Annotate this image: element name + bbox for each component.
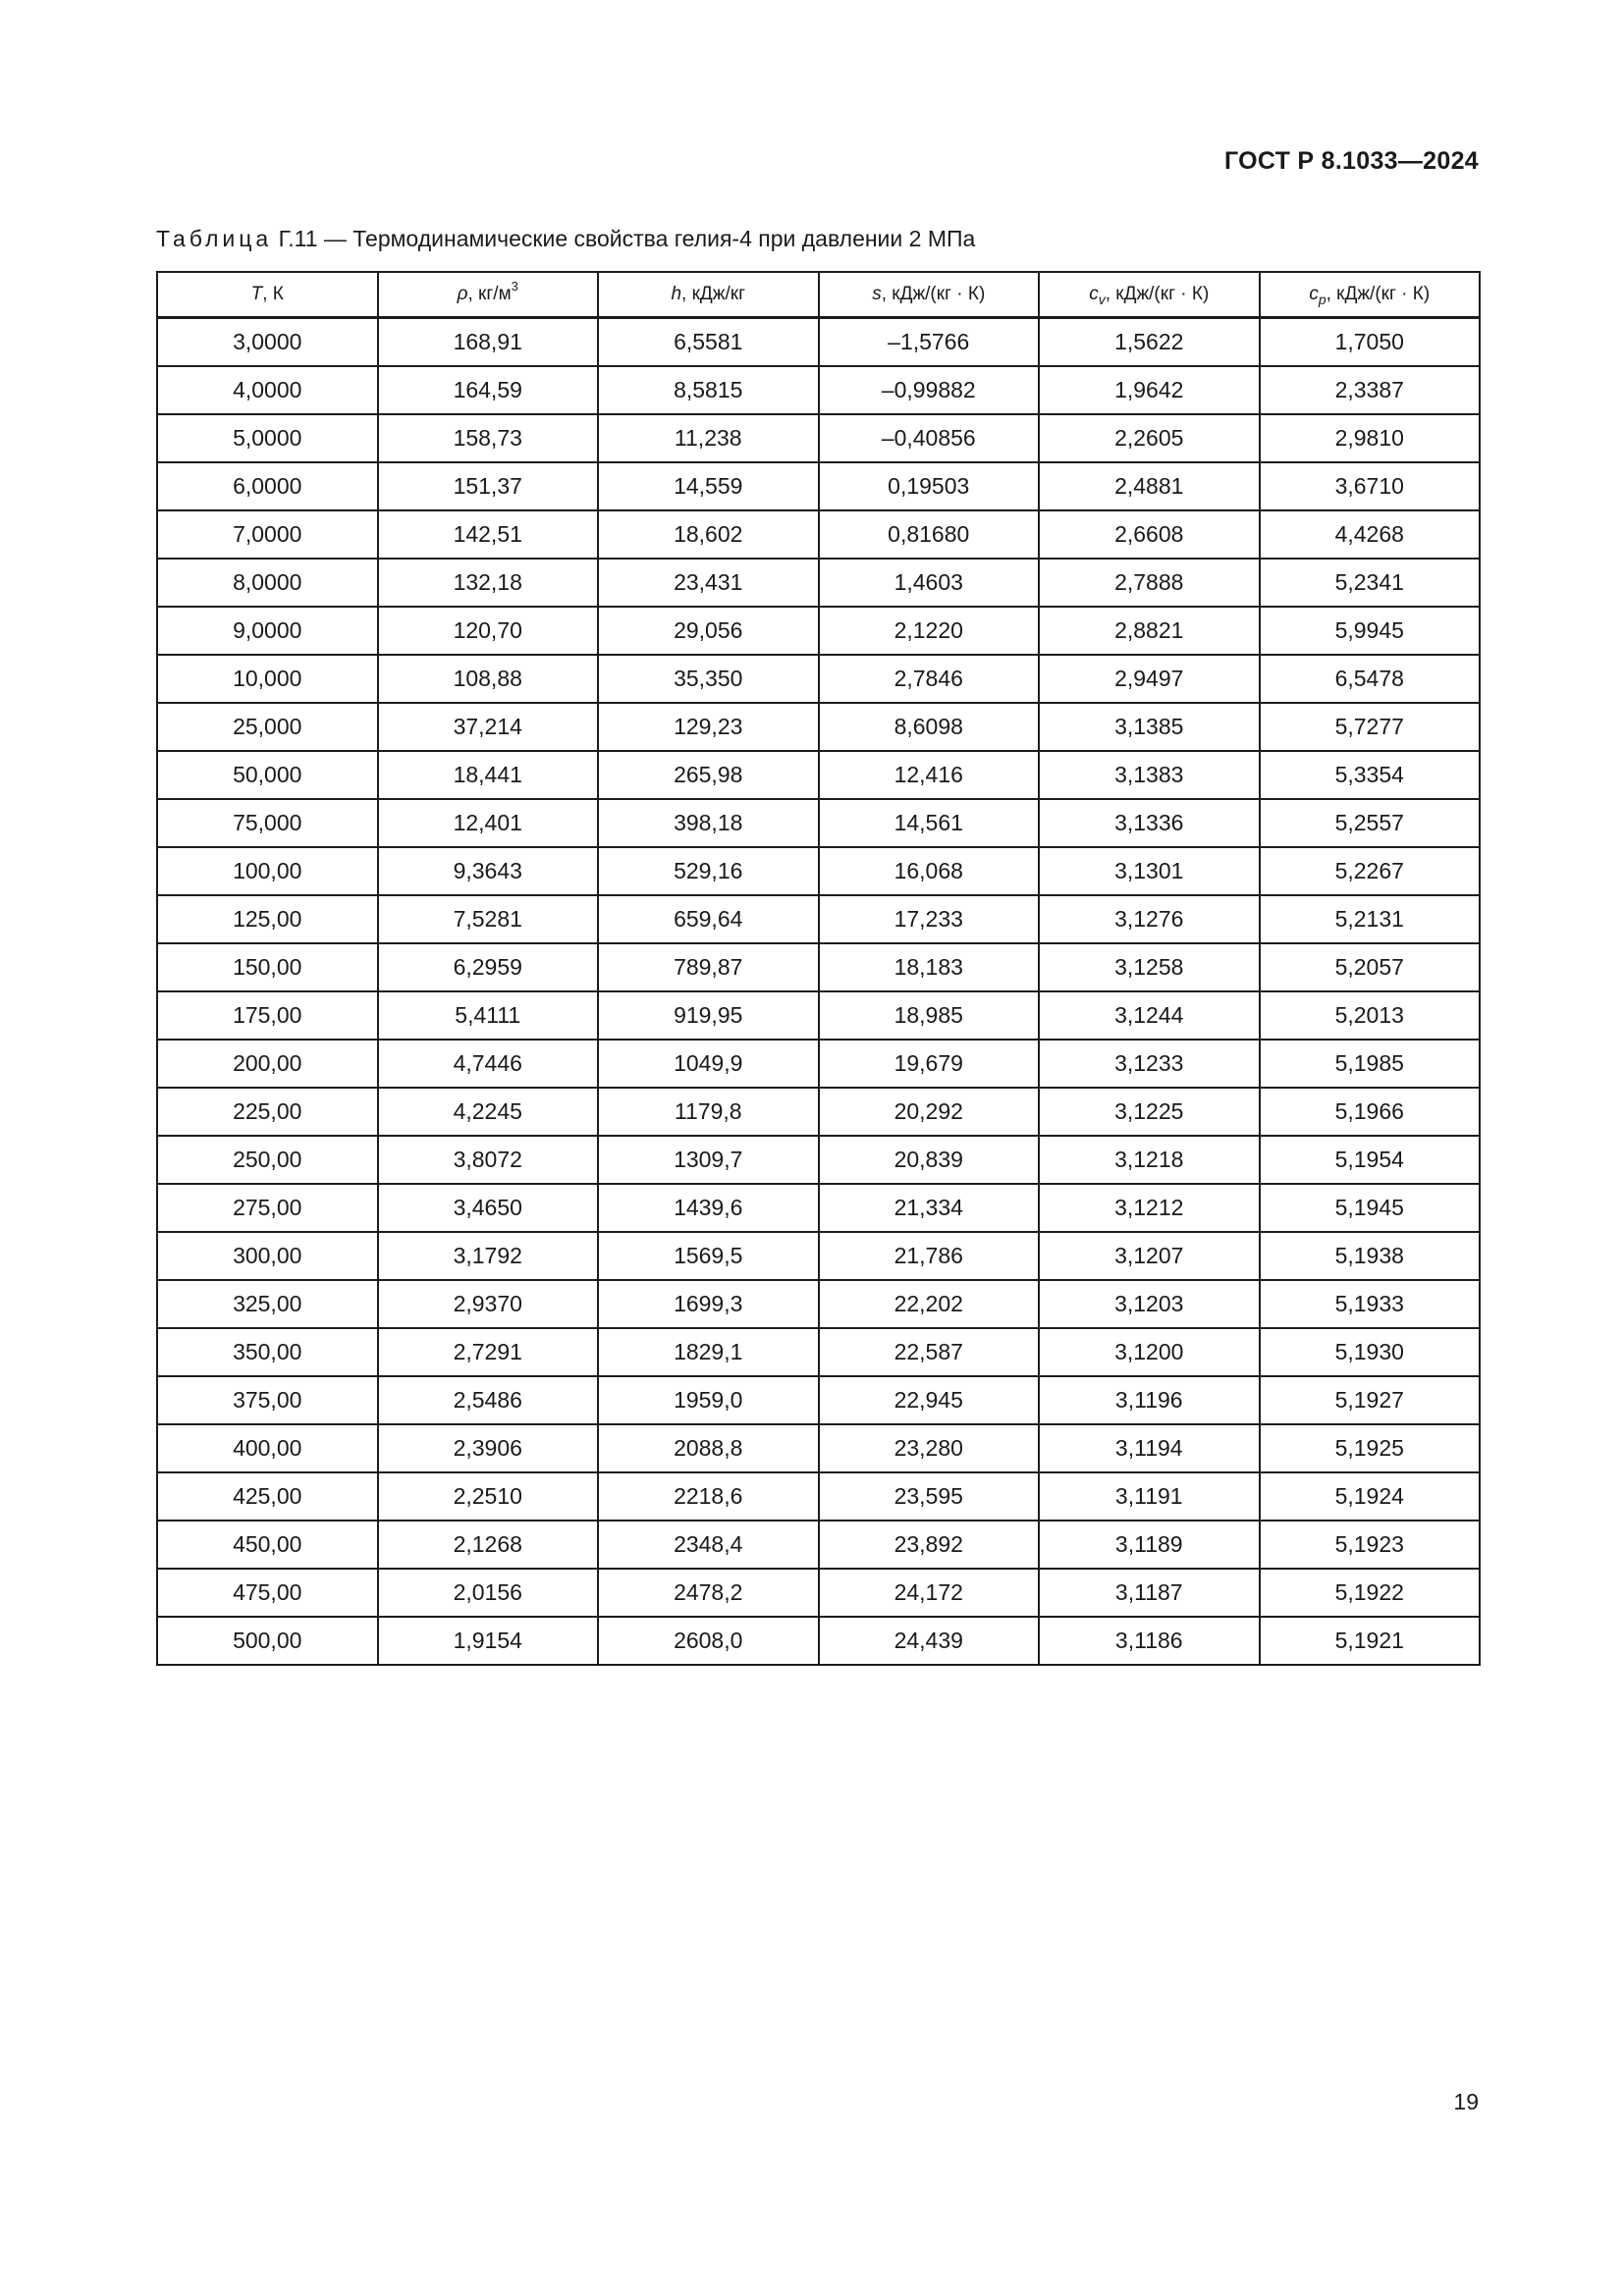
table-row [157, 1569, 1480, 1617]
table-cell: 398,18 [598, 799, 819, 847]
table-cell: 4,7446 [378, 1040, 599, 1088]
table-cell: 5,4111 [378, 991, 599, 1040]
table-cell: 151,37 [378, 462, 599, 510]
table-cell: 24,172 [819, 1569, 1040, 1617]
table-cell: 225,00 [157, 1088, 378, 1136]
column-header-unit: , кДж/кг [681, 284, 746, 304]
table-cell: 2218,6 [598, 1472, 819, 1521]
table-cell: 19,679 [819, 1040, 1040, 1088]
table-cell: 0,81680 [819, 510, 1040, 559]
properties-table [156, 271, 1481, 1666]
table-cell: 142,51 [378, 510, 599, 559]
page-number: 19 [1453, 2089, 1479, 2114]
table-cell: 3,1207 [1039, 1232, 1260, 1280]
table-cell: 1309,7 [598, 1136, 819, 1184]
table-cell: 2608,0 [598, 1617, 819, 1665]
table-row [157, 1521, 1480, 1569]
table-cell: 4,4268 [1260, 510, 1481, 559]
table-cell: 265,98 [598, 751, 819, 799]
column-header-unit: , кДж/(кг · К) [1105, 284, 1210, 304]
table-cell: 3,1218 [1039, 1136, 1260, 1184]
table-cell: 150,00 [157, 943, 378, 991]
table-cell: 1,5622 [1039, 318, 1260, 367]
table-cell: 3,1187 [1039, 1569, 1260, 1617]
table-cell: 23,431 [598, 559, 819, 607]
table-row [157, 462, 1480, 510]
table-row [157, 1184, 1480, 1232]
table-cell: 9,0000 [157, 607, 378, 655]
table-cell: 2,9370 [378, 1280, 599, 1328]
table-cell: 5,1927 [1260, 1376, 1481, 1424]
column-header-symbol: c [1309, 284, 1319, 304]
table-row [157, 799, 1480, 847]
table-cell: 4,2245 [378, 1088, 599, 1136]
table-cell: 168,91 [378, 318, 599, 367]
table-cell: 8,0000 [157, 559, 378, 607]
column-header-symbol: T [250, 284, 263, 304]
table-cell: 11,238 [598, 414, 819, 462]
table-cell: 14,559 [598, 462, 819, 510]
table-cell: 1569,5 [598, 1232, 819, 1280]
table-cell: 5,2131 [1260, 895, 1481, 943]
column-header [819, 272, 1040, 318]
table-cell: 2,3387 [1260, 366, 1481, 414]
table-caption [156, 226, 975, 252]
table-cell: 4,0000 [157, 366, 378, 414]
table-cell: 350,00 [157, 1328, 378, 1376]
table-cell: 5,1922 [1260, 1569, 1481, 1617]
table-cell: 2348,4 [598, 1521, 819, 1569]
table-cell: 400,00 [157, 1424, 378, 1472]
table-caption-number: Г.11 [278, 226, 318, 251]
table-cell: 5,0000 [157, 414, 378, 462]
table-caption-label: Таблица [156, 226, 273, 251]
table-cell: 5,1938 [1260, 1232, 1481, 1280]
table-row [157, 1136, 1480, 1184]
table-cell: 6,2959 [378, 943, 599, 991]
column-header-symbol: ρ [457, 284, 468, 304]
table-cell: 3,1258 [1039, 943, 1260, 991]
column-header-subscript: v [1098, 292, 1106, 307]
table-body [157, 318, 1480, 1666]
table-row [157, 366, 1480, 414]
table-cell: 158,73 [378, 414, 599, 462]
table-cell: 75,000 [157, 799, 378, 847]
table-cell: 8,6098 [819, 703, 1040, 751]
table-cell: 375,00 [157, 1376, 378, 1424]
table-cell: 5,2057 [1260, 943, 1481, 991]
table-row [157, 1328, 1480, 1376]
table-cell: 18,985 [819, 991, 1040, 1040]
table-cell: 12,416 [819, 751, 1040, 799]
table-cell: 1,4603 [819, 559, 1040, 607]
column-header [157, 272, 378, 318]
table-row [157, 703, 1480, 751]
column-header-subscript: p [1318, 292, 1326, 307]
table-cell: 200,00 [157, 1040, 378, 1088]
table-cell: 250,00 [157, 1136, 378, 1184]
table-row [157, 414, 1480, 462]
table-cell: 3,1336 [1039, 799, 1260, 847]
table-cell: 3,1792 [378, 1232, 599, 1280]
table-row [157, 751, 1480, 799]
table-header-row [157, 272, 1480, 318]
table-cell: 1959,0 [598, 1376, 819, 1424]
table-row [157, 1280, 1480, 1328]
table-row [157, 1232, 1480, 1280]
table-row [157, 1040, 1480, 1088]
table-cell: 3,1203 [1039, 1280, 1260, 1328]
table-cell: 5,1985 [1260, 1040, 1481, 1088]
table-cell: 425,00 [157, 1472, 378, 1521]
table-cell: 18,441 [378, 751, 599, 799]
table-cell: 12,401 [378, 799, 599, 847]
table-cell: 5,1921 [1260, 1617, 1481, 1665]
table-cell: 29,056 [598, 607, 819, 655]
table-cell: 21,786 [819, 1232, 1040, 1280]
table-cell: 2,7888 [1039, 559, 1260, 607]
column-header-unit: , кДж/(кг · К) [881, 284, 986, 304]
table-cell: 3,6710 [1260, 462, 1481, 510]
table-row [157, 1376, 1480, 1424]
table-cell: 132,18 [378, 559, 599, 607]
table-cell: 25,000 [157, 703, 378, 751]
table-cell: 5,1954 [1260, 1136, 1481, 1184]
table-cell: 5,3354 [1260, 751, 1481, 799]
table-cell: 789,87 [598, 943, 819, 991]
table-cell: 659,64 [598, 895, 819, 943]
table-cell: 5,1924 [1260, 1472, 1481, 1521]
table-cell: 50,000 [157, 751, 378, 799]
table-cell: 1829,1 [598, 1328, 819, 1376]
table-cell: 0,19503 [819, 462, 1040, 510]
table-cell: 5,2341 [1260, 559, 1481, 607]
table-cell: 108,88 [378, 655, 599, 703]
document-id: ГОСТ Р 8.1033—2024 [1223, 147, 1479, 175]
table-cell: 22,945 [819, 1376, 1040, 1424]
table-cell: 3,0000 [157, 318, 378, 367]
table-cell: 450,00 [157, 1521, 378, 1569]
column-header [598, 272, 819, 318]
table-row [157, 895, 1480, 943]
table-cell: 6,5478 [1260, 655, 1481, 703]
table-cell: 2,0156 [378, 1569, 599, 1617]
table-cell: 2,2605 [1039, 414, 1260, 462]
table-cell: 3,1225 [1039, 1088, 1260, 1136]
table-caption-text: — Термодинамические свойства гелия-4 при давлении 2 МПа [317, 226, 976, 251]
table-row [157, 510, 1480, 559]
table-cell: 21,334 [819, 1184, 1040, 1232]
table-cell: 14,561 [819, 799, 1040, 847]
table-cell: 300,00 [157, 1232, 378, 1280]
column-header-symbol: s [872, 284, 882, 304]
table-row [157, 1617, 1480, 1665]
table-row [157, 847, 1480, 895]
table-cell: 2,9810 [1260, 414, 1481, 462]
table-cell: 2,1220 [819, 607, 1040, 655]
table-cell: 1699,3 [598, 1280, 819, 1328]
table-cell: 2478,2 [598, 1569, 819, 1617]
table-header [157, 272, 1480, 318]
table-cell: 129,23 [598, 703, 819, 751]
table-row [157, 1088, 1480, 1136]
table-cell: 2,8821 [1039, 607, 1260, 655]
table-cell: 18,183 [819, 943, 1040, 991]
table-cell: 1179,8 [598, 1088, 819, 1136]
column-header [1260, 272, 1481, 318]
column-header-symbol: c [1089, 284, 1099, 304]
table-cell: 164,59 [378, 366, 599, 414]
table-cell: 120,70 [378, 607, 599, 655]
table-cell: 2,4881 [1039, 462, 1260, 510]
table-row [157, 991, 1480, 1040]
table-cell: 22,587 [819, 1328, 1040, 1376]
table-cell: 5,1933 [1260, 1280, 1481, 1328]
table-cell: 919,95 [598, 991, 819, 1040]
table-cell: 1,9642 [1039, 366, 1260, 414]
table-cell: 1439,6 [598, 1184, 819, 1232]
table-cell: 125,00 [157, 895, 378, 943]
table-cell: 5,9945 [1260, 607, 1481, 655]
table-row [157, 655, 1480, 703]
table-cell: 3,1196 [1039, 1376, 1260, 1424]
table-cell: 5,1945 [1260, 1184, 1481, 1232]
table-cell: 1,7050 [1260, 318, 1481, 367]
table-row [157, 1424, 1480, 1472]
table-cell: 3,1233 [1039, 1040, 1260, 1088]
table-cell: –0,99882 [819, 366, 1040, 414]
table-cell: 100,00 [157, 847, 378, 895]
table-cell: 20,839 [819, 1136, 1040, 1184]
table-cell: 23,280 [819, 1424, 1040, 1472]
column-header [378, 272, 599, 318]
table-cell: 7,5281 [378, 895, 599, 943]
table-cell: 5,1923 [1260, 1521, 1481, 1569]
table-cell: 8,5815 [598, 366, 819, 414]
table-cell: 475,00 [157, 1569, 378, 1617]
table-cell: 22,202 [819, 1280, 1040, 1328]
table-cell: 37,214 [378, 703, 599, 751]
table-cell: 2,6608 [1039, 510, 1260, 559]
table-cell: 175,00 [157, 991, 378, 1040]
table-row [157, 318, 1480, 367]
table-cell: –1,5766 [819, 318, 1040, 367]
table-cell: 20,292 [819, 1088, 1040, 1136]
table-cell: 3,1186 [1039, 1617, 1260, 1665]
table-cell: 9,3643 [378, 847, 599, 895]
table-cell: 325,00 [157, 1280, 378, 1328]
table-cell: 24,439 [819, 1617, 1040, 1665]
table-row [157, 607, 1480, 655]
column-header-symbol: h [671, 284, 682, 304]
table-cell: 3,1385 [1039, 703, 1260, 751]
table-cell: 3,1194 [1039, 1424, 1260, 1472]
table-cell: 2,9497 [1039, 655, 1260, 703]
table-cell: 17,233 [819, 895, 1040, 943]
table-cell: 18,602 [598, 510, 819, 559]
table-cell: 2088,8 [598, 1424, 819, 1472]
table-cell: 35,350 [598, 655, 819, 703]
table-cell: 5,2013 [1260, 991, 1481, 1040]
table-cell: 3,1212 [1039, 1184, 1260, 1232]
table-row [157, 943, 1480, 991]
column-header-unit: , К [262, 284, 284, 304]
column-header-unit: , кг/м [467, 284, 512, 304]
table-cell: 1049,9 [598, 1040, 819, 1088]
table-cell: 5,2267 [1260, 847, 1481, 895]
table-cell: 3,4650 [378, 1184, 599, 1232]
table-cell: 275,00 [157, 1184, 378, 1232]
table-cell: 2,7291 [378, 1328, 599, 1376]
table-cell: 3,1301 [1039, 847, 1260, 895]
table-cell: 5,1925 [1260, 1424, 1481, 1472]
column-header [1039, 272, 1260, 318]
column-header-unit: , кДж/(кг · К) [1326, 284, 1431, 304]
table-cell: 5,2557 [1260, 799, 1481, 847]
table-cell: 1,9154 [378, 1617, 599, 1665]
table-cell: 7,0000 [157, 510, 378, 559]
table-cell: 3,1276 [1039, 895, 1260, 943]
table-row [157, 1472, 1480, 1521]
table-cell: 6,0000 [157, 462, 378, 510]
table-cell: –0,40856 [819, 414, 1040, 462]
table-cell: 500,00 [157, 1617, 378, 1665]
table-cell: 529,16 [598, 847, 819, 895]
table-cell: 5,1930 [1260, 1328, 1481, 1376]
table-cell: 3,1200 [1039, 1328, 1260, 1376]
table-cell: 2,7846 [819, 655, 1040, 703]
table-cell: 2,3906 [378, 1424, 599, 1472]
table-cell: 10,000 [157, 655, 378, 703]
table-cell: 16,068 [819, 847, 1040, 895]
table-cell: 3,8072 [378, 1136, 599, 1184]
table-cell: 23,595 [819, 1472, 1040, 1521]
table-cell: 5,7277 [1260, 703, 1481, 751]
column-header-superscript: 3 [511, 279, 518, 294]
table-cell: 2,2510 [378, 1472, 599, 1521]
table-cell: 2,1268 [378, 1521, 599, 1569]
table-cell: 3,1383 [1039, 751, 1260, 799]
table-cell: 5,1966 [1260, 1088, 1481, 1136]
table-cell: 2,5486 [378, 1376, 599, 1424]
table-cell: 3,1244 [1039, 991, 1260, 1040]
table-row [157, 559, 1480, 607]
table-cell: 3,1191 [1039, 1472, 1260, 1521]
table-cell: 6,5581 [598, 318, 819, 367]
table-cell: 23,892 [819, 1521, 1040, 1569]
table-cell: 3,1189 [1039, 1521, 1260, 1569]
